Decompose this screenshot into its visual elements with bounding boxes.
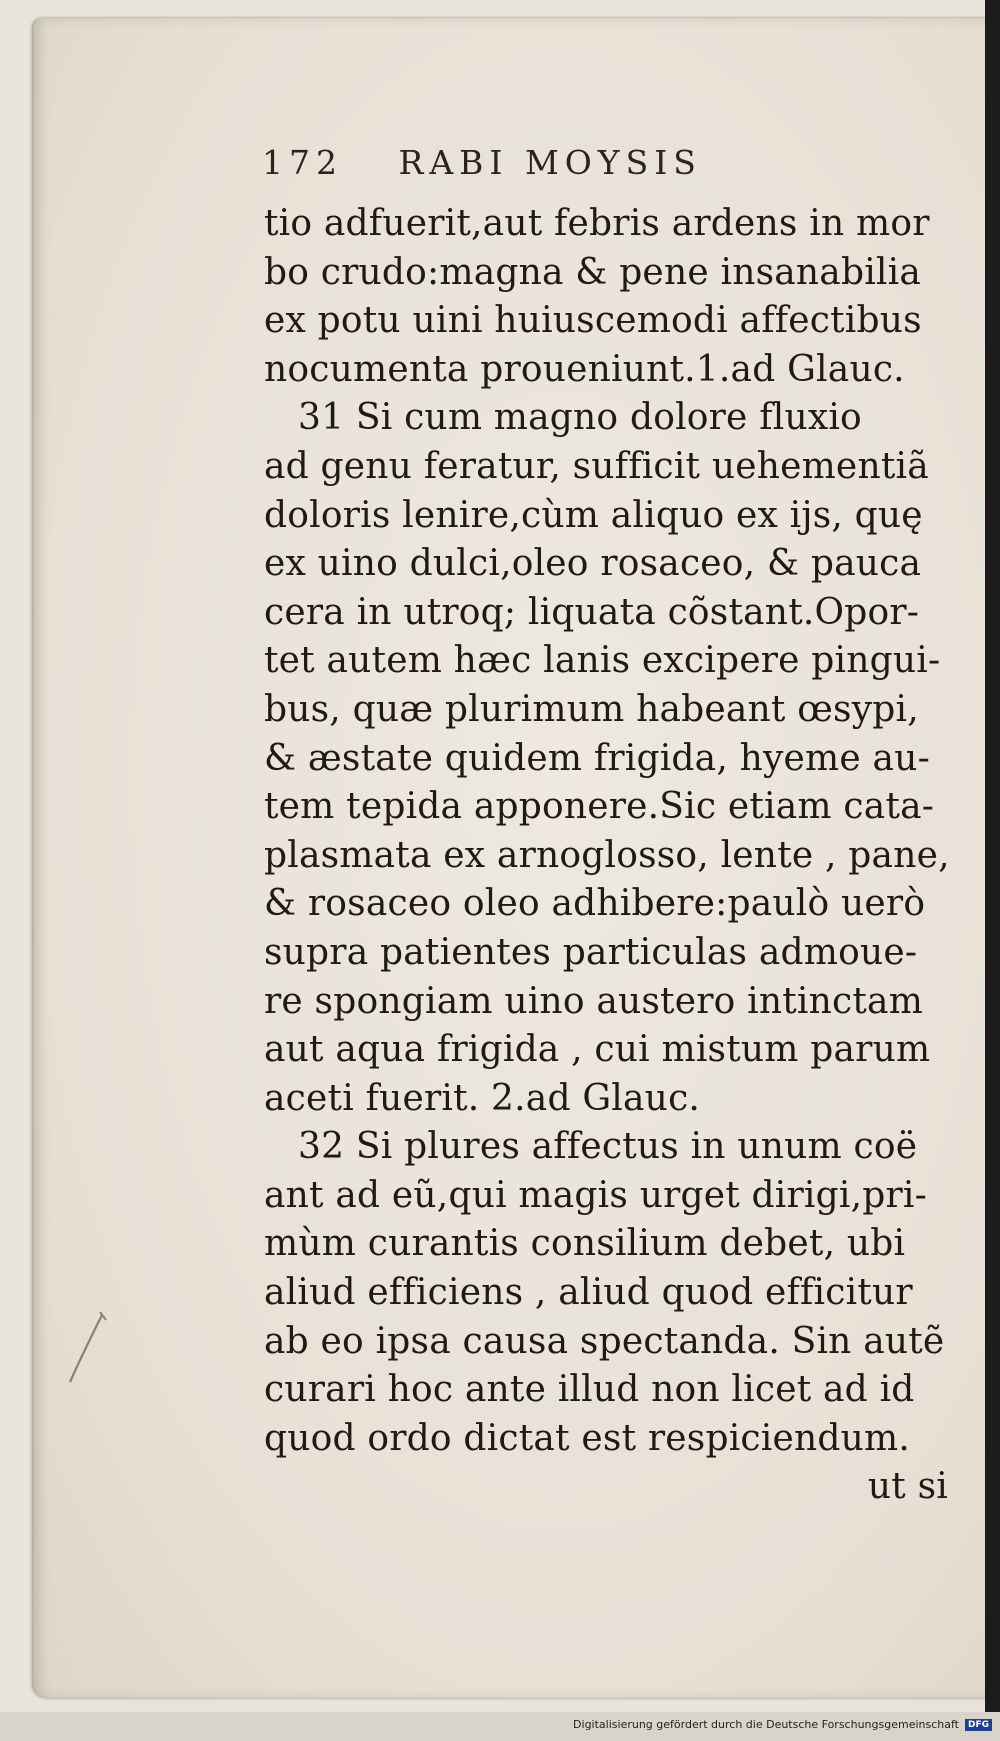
text-line: & æstate quidem frigida, hyeme au- (264, 737, 930, 779)
aphorism-32-start: 32 Si plures affectus in unum coë (298, 1126, 918, 1168)
text-line: bo crudo:magna & pene insanabilia (264, 251, 922, 293)
body-text (264, 200, 954, 1512)
text-line: re spongiam uino austero intinctam (264, 980, 924, 1022)
text-line: ex potu uini huiuscemodi affectibus (264, 300, 922, 342)
margin-pen-mark (62, 1310, 112, 1390)
dfg-logo: DFG (965, 1719, 992, 1731)
text-line: aliud efficiens , aliud quod efficitur (264, 1272, 913, 1314)
text-line: mùm curantis consilium debet, ubi (264, 1223, 906, 1265)
text-line: quod ordo dictat est respiciendum. (264, 1417, 911, 1459)
text-line: tem tepida apponere.Sic etiam cata- (264, 786, 935, 828)
text-line: aut aqua frigida , cui mistum parum (264, 1029, 931, 1071)
page-number: 172 (262, 143, 343, 182)
text-line: plasmata ex arnoglosso, lente , pane, (264, 834, 950, 876)
text-line: ant ad eũ,qui magis urget dirigi,pri- (264, 1174, 927, 1216)
text-line: tet autem hæc lanis excipere pingui- (264, 640, 941, 682)
text-line: tio adfuerit,aut febris ardens in mor (264, 203, 930, 244)
text-line: nocumenta proueniunt.1.ad Glauc. (264, 348, 905, 390)
running-header (262, 143, 802, 182)
text-line: curari hoc ante illud non licet ad id (264, 1369, 915, 1411)
running-title: RABI MOYSIS (398, 143, 702, 182)
text-line: ad genu feratur, sufficit uehementiã (264, 445, 929, 487)
digitization-footer (0, 1718, 1000, 1738)
text-line: supra patientes particulas admoue- (264, 931, 918, 973)
text-line: aceti fuerit. 2.ad Glauc. (264, 1077, 701, 1119)
text-line: ex uino dulci,oleo rosaceo, & pauca (264, 543, 922, 585)
text-line: ab eo ipsa causa spectanda. Sin autẽ (264, 1320, 945, 1362)
catchword: ut si (867, 1466, 948, 1508)
text-line: cera in utroq; liquata cõstant.Opor- (264, 591, 920, 633)
aphorism-31-start: 31 Si cum magno dolore fluxio (298, 397, 862, 439)
text-line: & rosaceo oleo adhibere:paulò uerò (264, 883, 926, 925)
text-line: bus, quæ plurimum habeant œsypi, (264, 688, 919, 730)
page-edge-shadow (985, 0, 1000, 1741)
text-line: doloris lenire,cùm aliquo ex ijs, quę (264, 494, 923, 536)
funding-credit: Digitalisierung gefördert durch die Deutsche Forschungsgemeinschaft (573, 1718, 959, 1731)
